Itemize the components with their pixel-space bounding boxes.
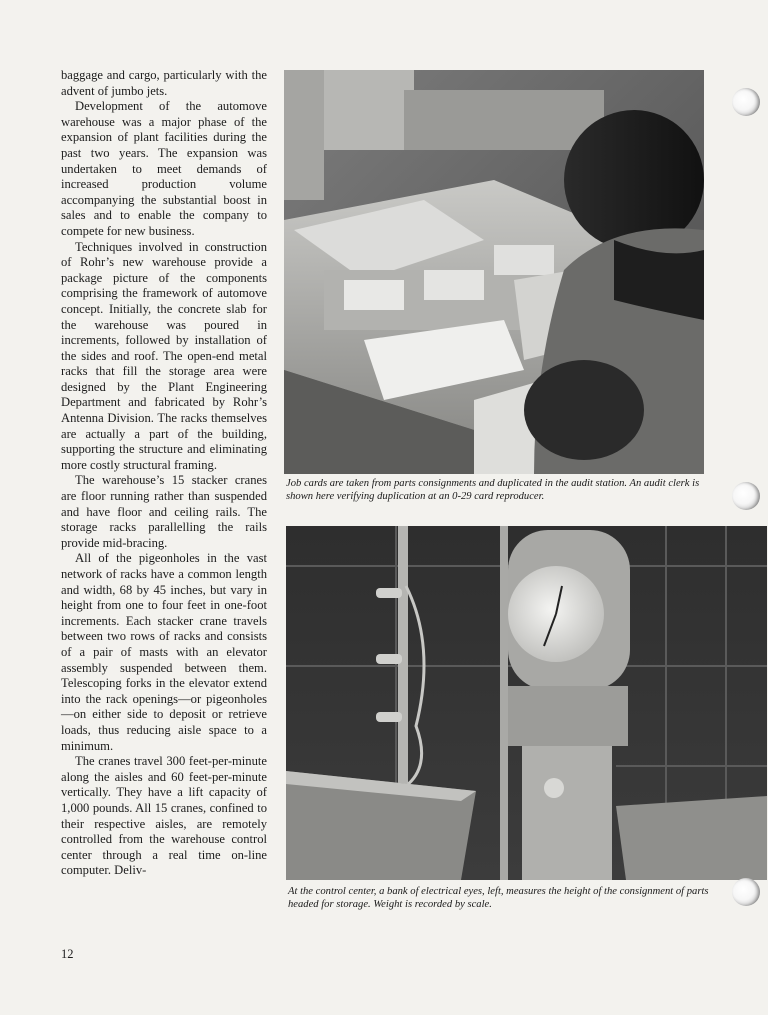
paragraph-5: All of the pigeonholes in the vast network of racks have a common length and width, 68 by 45 inches, but vary in height from one to four feet in one-foot increments. Each stacker crane travels between two rows of racks and consists of a pair of masts with an elevator assembly suspended between them. Telescoping forks in the elevator extend into the rack openings—or pigeonholes—on either side to deposit or retrieve loads, thus reducing aisle space to a minimum.: [61, 551, 267, 753]
paragraph-4: The warehouse’s 15 stacker cranes are floor running rather than suspended and have floor and ceiling rails. The storage racks parallelling the rails provide mid-bracing.: [61, 473, 267, 550]
paragraph-3: Techniques involved in construction of Rohr’s new warehouse provide a package picture of the components comprising the framework of automove concept. Initially, the concrete slab for the warehouse was poured in increments, followed by installation of the sides and roof. The open-end metal racks that fill the storage area were designed by the Plant Engineering Department and fabricated by Rohr’s Antenna Division. The racks themselves are actually a part of the building, supporting the structure and eliminating more costly structural framing.: [61, 239, 267, 472]
binder-hole: [732, 482, 760, 510]
audit-station-caption: Job cards are taken from parts consignments and duplicated in the audit station. An audit clerk is shown here verifying duplication at an 0-29 card reproducer.: [286, 478, 700, 502]
page-number: 12: [61, 947, 74, 961]
article-text-column: [61, 68, 267, 879]
paragraph-2: Development of the automove warehouse was a major phase of the expansion of plant facilities during the past two years. The expansion was undertaken to meet demands of increased production volume accompanying the substantial boost in sales and to enable the company to compete for new business.: [61, 99, 267, 238]
audit-station-photo: [284, 70, 704, 474]
control-center-caption: At the control center, a bank of electrical eyes, left, measures the height of the consignment of parts headed for storage. Weight is recorded by scale.: [288, 886, 709, 910]
paragraph-1: baggage and cargo, particularly with the advent of jumbo jets.: [61, 68, 267, 98]
paragraph-6: The cranes travel 300 feet-per-minute along the aisles and 60 feet-per-minute vertically. They have a lift capacity of 1,000 pounds. All 15 cranes, confined to their respective aisles, are remotely controlled from the warehouse control center through a real time on-line computer. Deliv-: [61, 754, 267, 878]
binder-hole: [732, 878, 760, 906]
binder-hole: [732, 88, 760, 116]
control-center-photo: [286, 526, 767, 880]
